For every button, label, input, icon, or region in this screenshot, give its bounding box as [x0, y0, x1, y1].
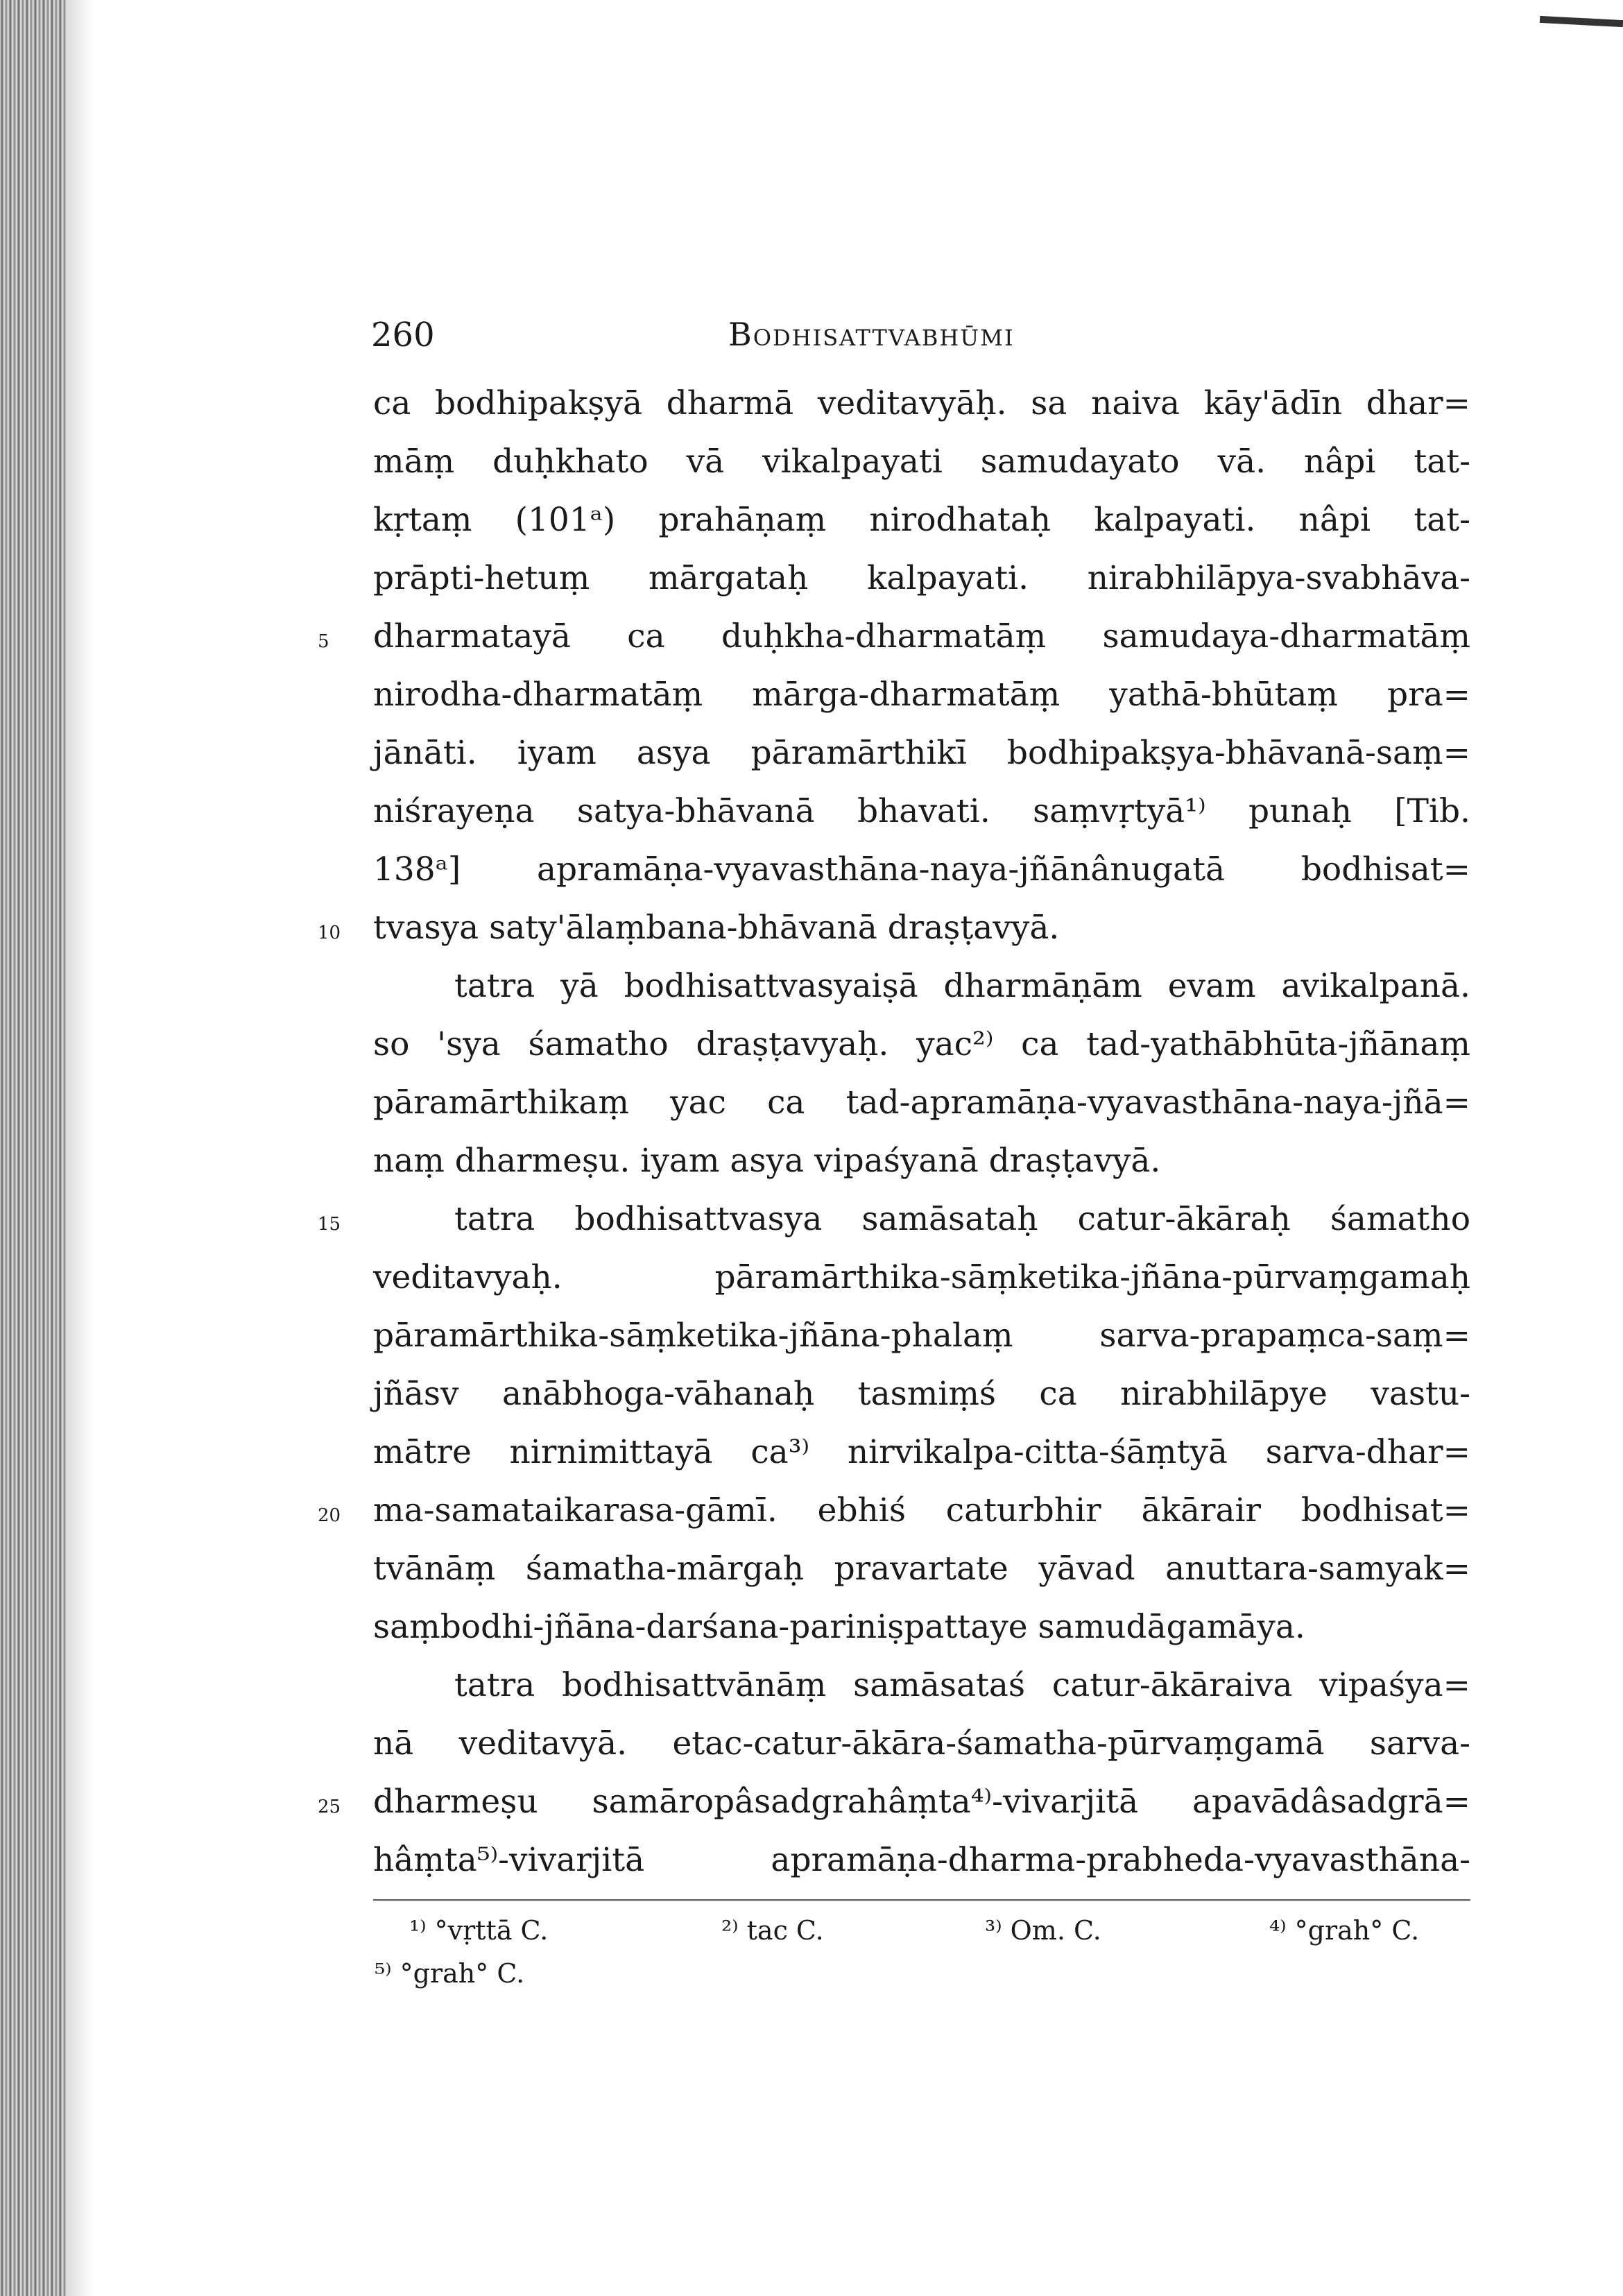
footnote: ³⁾ Om. C.	[985, 1915, 1101, 1946]
text-line: hâṃta⁵⁾-vivarjitā apramāṇa-dharma-prabheda-vyavasthāna-	[373, 1841, 1470, 1879]
text-line: nirodha-dharmatāṃ mārga-dharmatāṃ yathā-bhūtaṃ pra=	[373, 676, 1470, 714]
text-line: jānāti. iyam asya pāramārthikī bodhipakṣya-bhāvanā-saṃ=	[373, 734, 1470, 772]
text-line: tvānāṃ śamatha-mārgaḥ pravartate yāvad anuttara-samyak=	[373, 1550, 1470, 1588]
footnote: ⁴⁾ °grah° C.	[1269, 1915, 1420, 1946]
text-line: dharmeṣu samāropâsadgrahâṃta⁴⁾-vivarjitā apavādâsadgrā=	[373, 1783, 1470, 1821]
footnote: ⁵⁾ °grah° C.	[375, 1958, 525, 1989]
line-number: 25	[318, 1797, 341, 1817]
page-edge-mark	[1540, 16, 1623, 27]
text-line: pāramārthika-sāṃketika-jñāna-phalaṃ sarva-prapaṃca-saṃ=	[373, 1317, 1470, 1355]
text-line: prāpti-hetuṃ mārgataḥ kalpayati. nirabhilāpya-svabhāva-	[373, 559, 1470, 597]
footnote-rule	[373, 1899, 1470, 1901]
footnote: ¹⁾ °vṛttā C.	[409, 1915, 549, 1946]
book-binding-edge	[0, 0, 66, 2296]
text-line: niśrayeṇa satya-bhāvanā bhavati. saṃvṛtyā¹⁾ punaḥ [Tib.	[373, 792, 1470, 830]
line-number: 15	[318, 1214, 341, 1235]
text-line: pāramārthikaṃ yac ca tad-apramāṇa-vyavasthāna-naya-jñā=	[373, 1083, 1470, 1122]
text-line: tatra bodhisattvānāṃ samāsataś catur-ākāraiva vipaśya=	[454, 1666, 1470, 1704]
text-line: ca bodhipakṣyā dharmā veditavyāḥ. sa naiva kāy'ādīn dhar=	[373, 384, 1470, 422]
text-line: tatra yā bodhisattvasyaiṣā dharmāṇām evam avikalpanā.	[454, 967, 1470, 1005]
page-number: 260	[371, 316, 435, 354]
line-number: 10	[318, 923, 341, 943]
text-line: ma-samataikarasa-gāmī. ebhiś caturbhir ākārair bodhisat=	[373, 1491, 1470, 1530]
line-number: 20	[318, 1505, 341, 1526]
text-line: saṃbodhi-jñāna-darśana-pariniṣpattaye samudāgamāya.	[373, 1608, 1305, 1646]
text-line: veditavyaḥ. pāramārthika-sāṃketika-jñāna-pūrvaṃgamaḥ	[373, 1258, 1470, 1296]
text-line: tvasya saty'ālaṃbana-bhāvanā draṣṭavyā.	[373, 909, 1060, 947]
line-number: 5	[318, 631, 329, 652]
text-line: kṛtaṃ (101ᵃ) prahāṇaṃ nirodhataḥ kalpayati. nâpi tat-	[373, 501, 1470, 539]
text-line: mātre nirnimittayā ca³⁾ nirvikalpa-citta-śāṃtyā sarva-dhar=	[373, 1433, 1470, 1471]
gutter-shadow	[66, 0, 94, 2296]
text-line: nā veditavyā. etac-catur-ākāra-śamatha-pūrvaṃgamā sarva-	[373, 1724, 1470, 1763]
text-line: dharmatayā ca duḥkha-dharmatāṃ samudaya-dharmatāṃ	[373, 617, 1470, 656]
text-line: jñāsv anābhoga-vāhanaḥ tasmiṃś ca nirabhilāpye vastu-	[373, 1375, 1470, 1413]
text-line: tatra bodhisattvasya samāsataḥ catur-ākāraḥ śamatho	[454, 1200, 1470, 1238]
running-head: Bodhisattvabhūmi	[728, 316, 1015, 353]
text-line: so 'sya śamatho draṣṭavyaḥ. yac²⁾ ca tad-yathābhūta-jñānaṃ	[373, 1025, 1470, 1063]
footnote: ²⁾ tac C.	[721, 1915, 824, 1946]
text-line: 138ᵃ] apramāṇa-vyavasthāna-naya-jñānânugatā bodhisat=	[373, 850, 1470, 889]
text-line: naṃ dharmeṣu. iyam asya vipaśyanā draṣṭavyā.	[373, 1142, 1161, 1180]
text-line: māṃ duḥkhato vā vikalpayati samudayato vā. nâpi tat-	[373, 443, 1470, 481]
